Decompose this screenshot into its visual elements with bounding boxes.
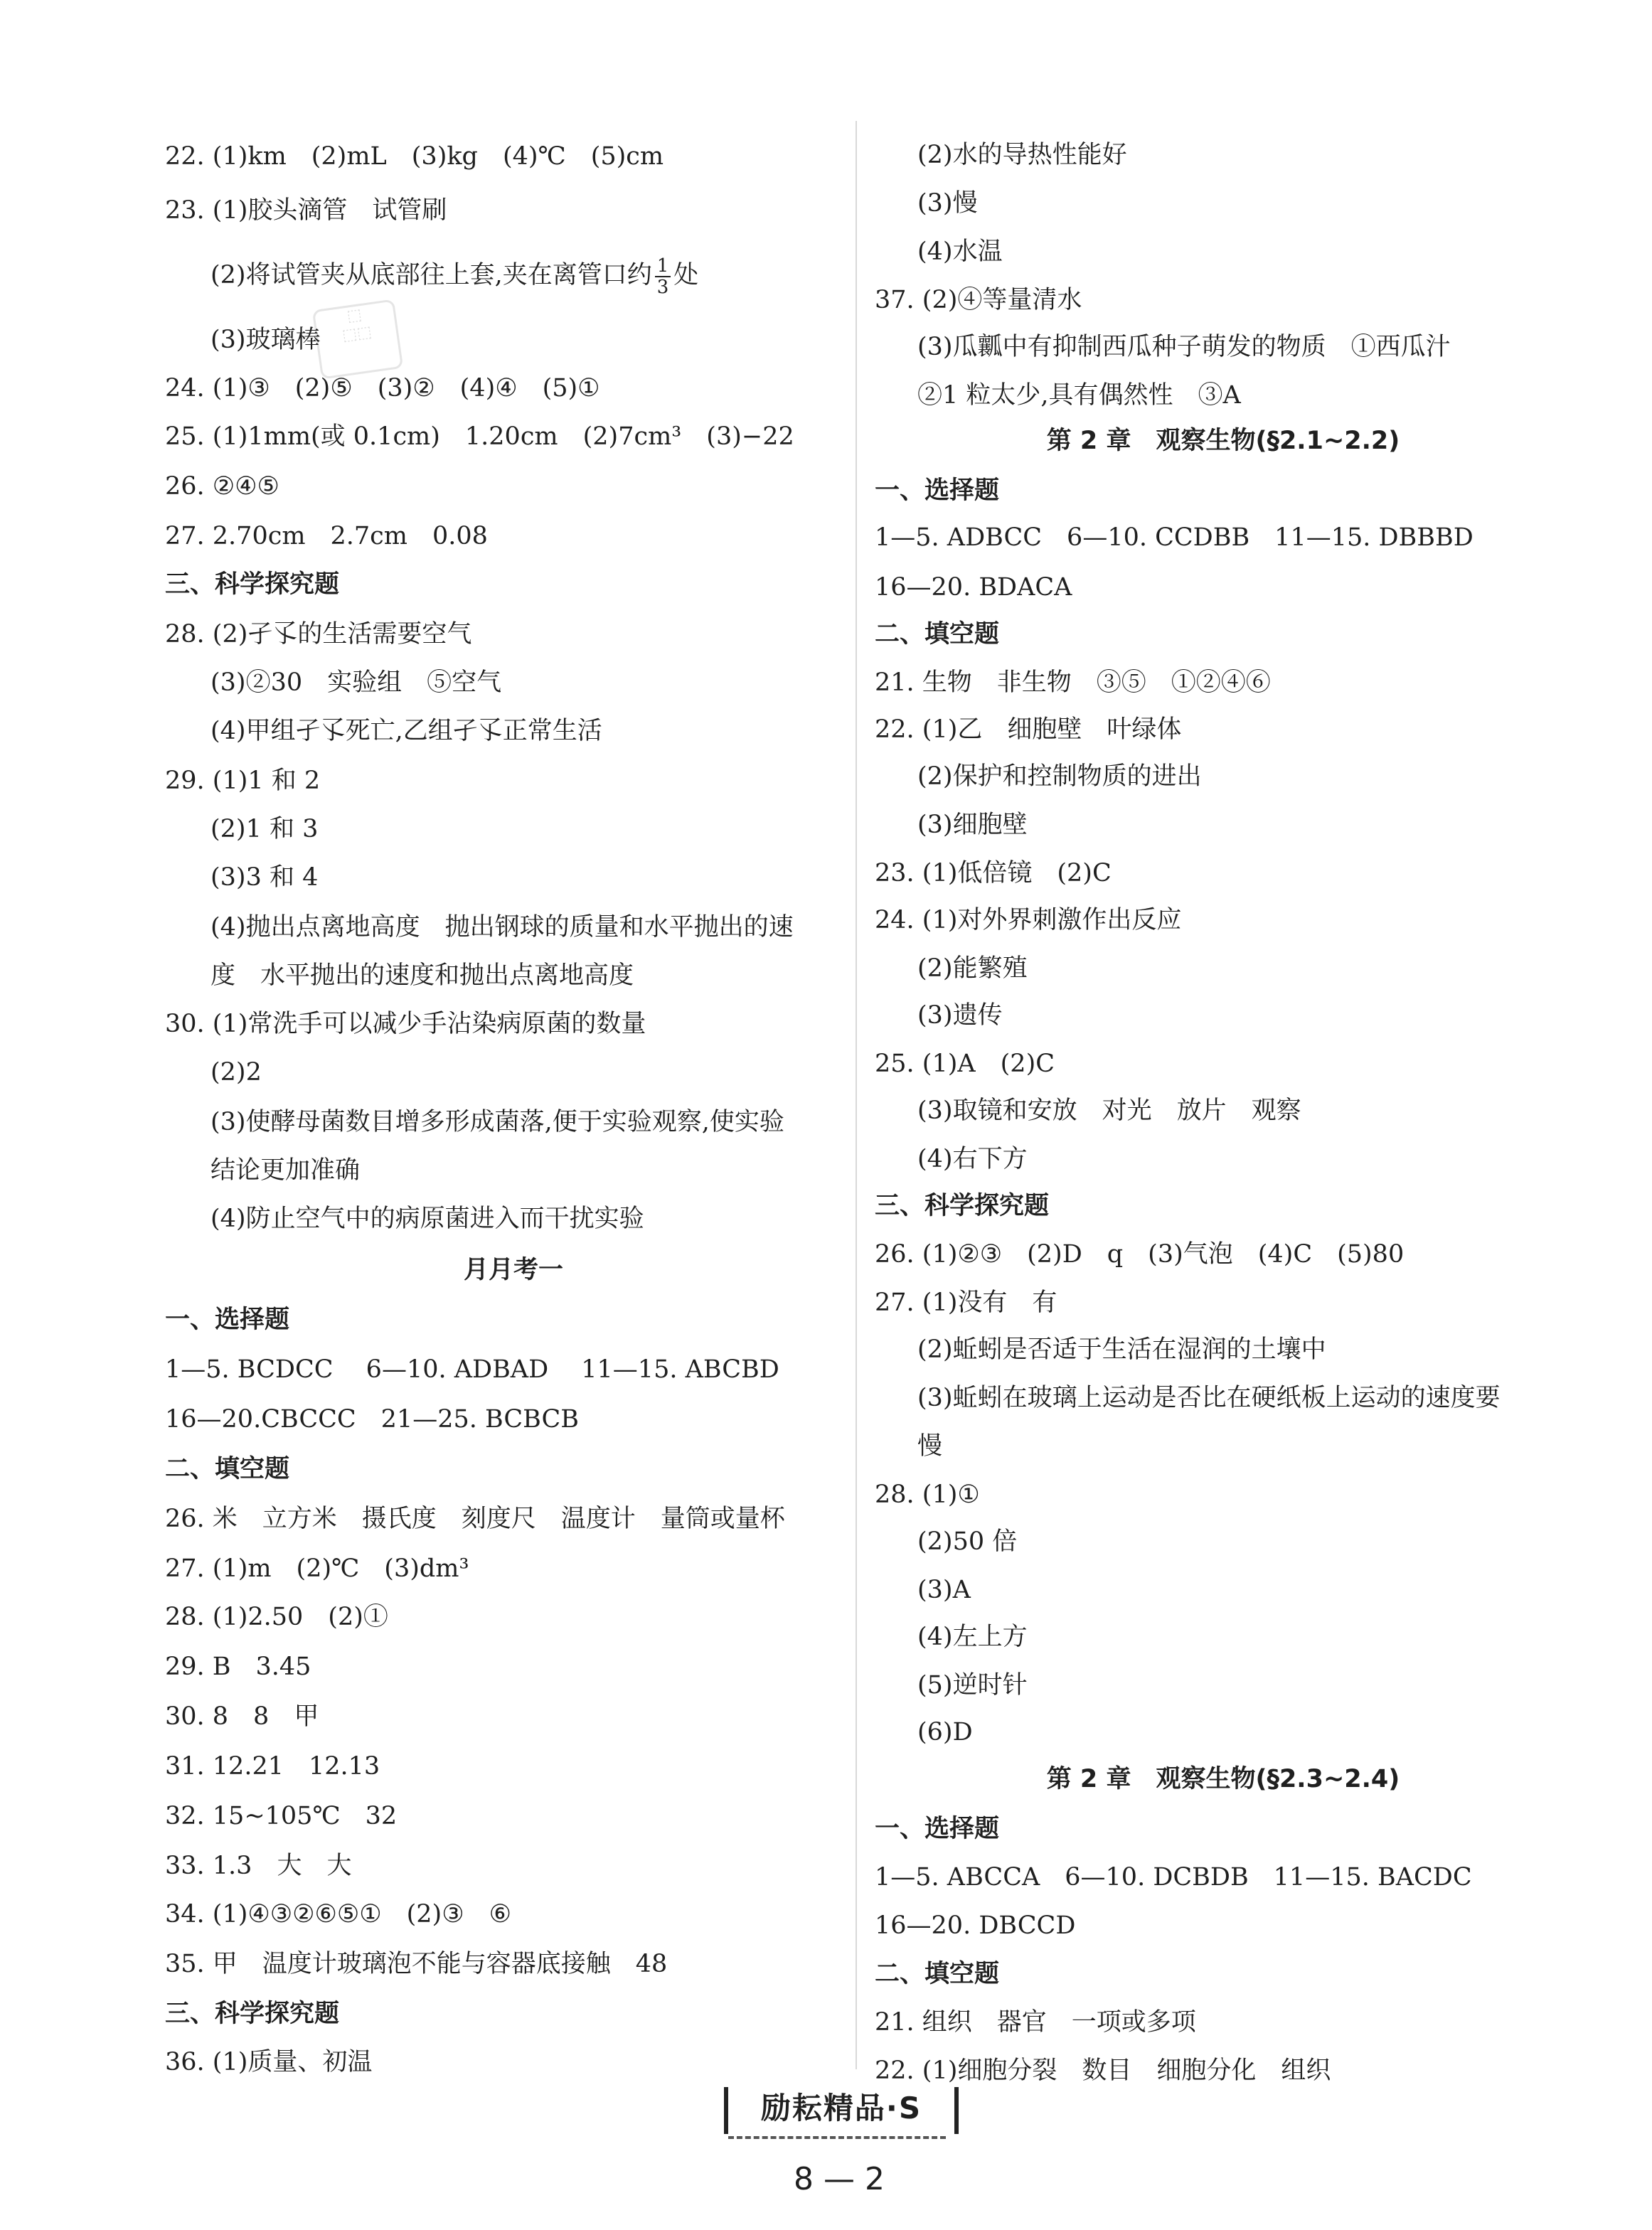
answer-line: 28. (1)2.50 (2)① <box>165 1603 388 1631</box>
fraction-numerator: 1 <box>655 256 671 277</box>
answer-line: (2)保护和控制物质的进出 <box>917 762 1202 791</box>
answer-line: 36. (1)质量、初温 <box>165 2048 373 2076</box>
answer-line: (5)逆时针 <box>917 1671 1028 1700</box>
answer-line: 23. (1)胶头滴管 试管刷 <box>165 196 447 225</box>
answer-line: 27. (1)m (2)℃ (3)dm³ <box>165 1554 469 1583</box>
answer-line: 30. (1)常洗手可以减少手沾染病原菌的数量 <box>165 1010 646 1038</box>
answer-line: (3)细胞壁 <box>917 811 1028 839</box>
footer-dotted-rule <box>728 2136 946 2139</box>
section-heading: 一、选择题 <box>875 1815 1000 1843</box>
answer-line: (4)右下方 <box>917 1145 1028 1173</box>
fraction-line-after: 处 <box>673 261 699 289</box>
watermark-stamp: ⬚ ⬚⬚ <box>312 299 404 379</box>
answer-line: (3)慢 <box>917 189 978 218</box>
answer-line: ②1 粒太少,具有偶然性 ③A <box>917 381 1241 410</box>
answer-line: 37. (2)④等量清水 <box>875 286 1082 314</box>
answer-line: (2)1 和 3 <box>211 815 319 843</box>
answer-line: (2)水的导热性能好 <box>917 141 1127 169</box>
answer-line: 33. 1.3 大 大 <box>165 1852 352 1880</box>
answer-line: 度 水平抛出的速度和抛出点离地高度 <box>211 961 634 990</box>
answer-line: 23. (1)低倍镜 (2)C <box>875 859 1112 887</box>
answer-line: (3)使酵母菌数目增多形成菌落,便于实验观察,使实验 <box>211 1108 784 1136</box>
section-heading: 二、填空题 <box>875 620 1000 649</box>
answer-line: 21. 组织 器官 一项或多项 <box>875 2008 1196 2037</box>
answer-line: (2)2 <box>211 1058 262 1087</box>
answer-line: 结论更加准确 <box>211 1156 361 1185</box>
answer-line: (3)蚯蚓在玻璃上运动是否比在硬纸板上运动的速度要 <box>917 1384 1501 1412</box>
answer-line: (4)左上方 <box>917 1623 1028 1651</box>
section-heading: 一、选择题 <box>165 1306 290 1334</box>
answer-line: 1—5. BCDCC 6—10. ADBAD 11—15. ABCBD <box>165 1355 779 1384</box>
answer-line: (4)防止空气中的病原菌进入而干扰实验 <box>211 1205 644 1233</box>
answer-line: (3)瓜瓤中有抑制西瓜种子萌发的物质 ①西瓜汁 <box>917 333 1451 361</box>
answer-line: 31. 12.21 12.13 <box>165 1752 380 1781</box>
answer-line: (3)遗传 <box>917 1001 1003 1030</box>
fraction-line-before: (2)将试管夹从底部往上套,夹在离管口约 <box>211 261 652 289</box>
column-divider <box>856 121 857 2069</box>
answer-line: (4)抛出点离地高度 抛出钢球的质量和水平抛出的速 <box>211 913 794 941</box>
section-heading: 三、科学探究题 <box>165 570 340 599</box>
answer-line: (3)A <box>917 1576 971 1604</box>
answer-line: 24. (1)对外界刺激作出反应 <box>875 906 1182 934</box>
brand-logo: 励耘精品·S <box>724 2087 959 2134</box>
answer-line: (2)蚯蚓是否适于生活在湿润的土壤中 <box>917 1335 1326 1364</box>
fraction <box>655 256 671 297</box>
answer-line: 16—20.CBCCC 21—25. BCBCB <box>165 1405 580 1434</box>
answer-line: 30. 8 8 甲 <box>165 1702 319 1731</box>
answer-line: (2)50 倍 <box>917 1527 1018 1556</box>
answer-line: 25. (1)1mm(或 0.1cm) 1.20cm (2)7cm³ (3)−22 <box>165 422 794 451</box>
answer-line: (3)取镜和安放 对光 放片 观察 <box>917 1097 1301 1125</box>
answer-line: 24. (1)③ (2)⑤ (3)② (4)④ (5)① <box>165 374 600 402</box>
answer-line: 26. ②④⑤ <box>165 472 279 501</box>
answer-line: (3)玻璃棒 <box>211 326 321 354</box>
answer-line: 34. (1)④③②⑥⑤① (2)③ ⑥ <box>165 1900 511 1928</box>
answer-line: (3)②30 实验组 ⑤空气 <box>211 668 502 697</box>
answer-line: 32. 15~105℃ 32 <box>165 1802 398 1830</box>
answer-line: 35. 甲 温度计玻璃泡不能与容器底接触 48 <box>165 1950 668 1978</box>
fraction-denominator: 3 <box>656 276 669 298</box>
answer-line: (2)能繁殖 <box>917 954 1028 983</box>
answer-line: 26. (1)②③ (2)D q (3)气泡 (4)C (5)80 <box>875 1240 1405 1269</box>
section-title: 月月考一 <box>463 1256 563 1284</box>
answer-line: 21. 生物 非生物 ③⑤ ①②④⑥ <box>875 668 1271 697</box>
answer-line: 28. (1)① <box>875 1481 980 1509</box>
answer-line: 慢 <box>917 1432 943 1461</box>
answer-line: 27. (1)没有 有 <box>875 1289 1057 1317</box>
answer-line: 25. (1)A (2)C <box>875 1050 1055 1078</box>
chapter-title: 第 2 章 观察生物(§2.3~2.4) <box>1046 1765 1400 1793</box>
answer-line: 29. B 3.45 <box>165 1653 311 1681</box>
answer-line: (3)3 和 4 <box>211 863 319 892</box>
fraction-answer-line <box>211 254 698 297</box>
section-heading: 三、科学探究题 <box>165 2000 340 2028</box>
answer-line: 16—20. BDACA <box>875 573 1072 602</box>
answer-line: 28. (2)孑孓的生活需要空气 <box>165 620 472 649</box>
answer-line: 22. (1)乙 细胞壁 叶绿体 <box>875 715 1182 744</box>
section-heading: 二、填空题 <box>875 1960 1000 1988</box>
section-heading: 二、填空题 <box>165 1455 290 1483</box>
chapter-title: 第 2 章 观察生物(§2.1~2.2) <box>1046 427 1400 455</box>
answer-line: 27. 2.70cm 2.7cm 0.08 <box>165 522 488 550</box>
answer-line: 29. (1)1 和 2 <box>165 767 321 795</box>
answer-line: (4)水温 <box>917 238 1003 266</box>
answer-line: 1—5. ABCCA 6—10. DCBDB 11—15. BACDC <box>875 1863 1472 1892</box>
answer-line: 22. (1)km (2)mL (3)kg (4)℃ (5)cm <box>165 142 664 171</box>
answer-line: (6)D <box>917 1718 973 1746</box>
answer-line: 22. (1)细胞分裂 数目 细胞分化 组织 <box>875 2056 1331 2085</box>
answer-line: 1—5. ADBCC 6—10. CCDBB 11—15. DBBBD <box>875 523 1474 552</box>
answer-line: (4)甲组孑孓死亡,乙组孑孓正常生活 <box>211 717 602 745</box>
page-number: 8 — 2 <box>794 2161 885 2197</box>
answer-line: 16—20. DBCCD <box>875 1911 1076 1940</box>
section-heading: 三、科学探究题 <box>875 1192 1050 1220</box>
section-heading: 一、选择题 <box>875 476 1000 505</box>
answer-line: 26. 米 立方米 摄氏度 刻度尺 温度计 量筒或量杯 <box>165 1505 785 1533</box>
